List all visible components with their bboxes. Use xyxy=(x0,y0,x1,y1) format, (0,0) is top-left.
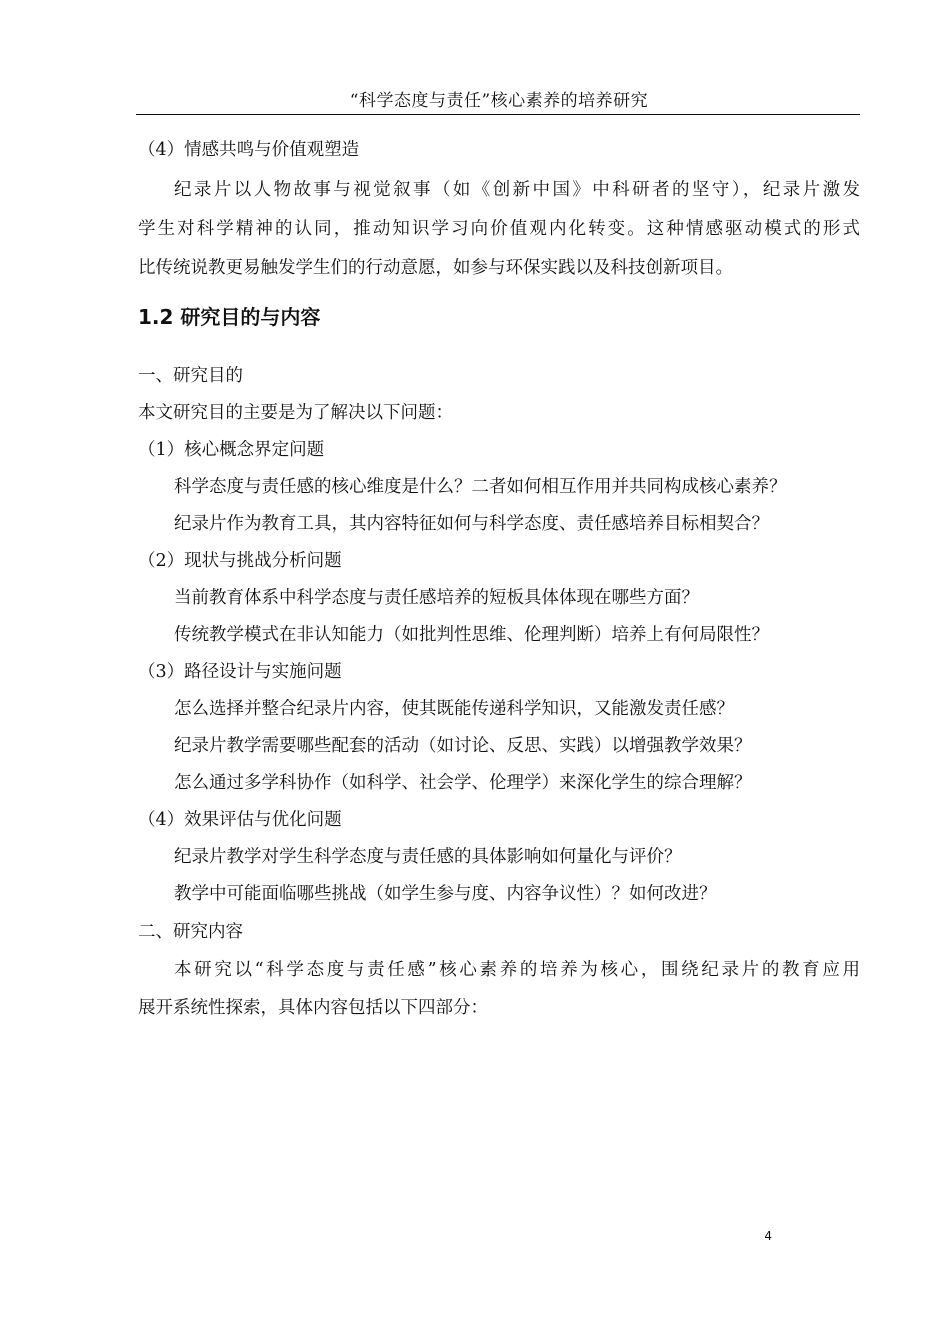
question-item: 纪录片教学需要哪些配套的活动（如讨论、反思、实践）以增强教学效果？ xyxy=(174,736,752,756)
purpose-heading: 一、研究目的 xyxy=(138,366,243,386)
running-header: “科学态度与责任”核心素养的培养研究 xyxy=(349,91,649,111)
paragraph-line: 展开系统性探索，具体内容包括以下四部分： xyxy=(138,998,488,1018)
question-item: 当前教育体系中科学态度与责任感培养的短板具体体现在哪些方面？ xyxy=(174,588,699,608)
question-item: 传统教学模式在非认知能力（如批判性思维、伦理判断）培养上有何局限性？ xyxy=(174,625,769,645)
question-item: 纪录片作为教育工具，其内容特征如何与科学态度、责任感培养目标相契合？ xyxy=(174,514,769,534)
paragraph-line: 学生对科学精神的认同，推动知识学习向价值观内化转变。这种情感驱动模式的形式 xyxy=(138,219,860,239)
question-group-title: （3）路径设计与实施问题 xyxy=(138,662,342,682)
header-rule xyxy=(136,114,860,115)
content-heading: 二、研究内容 xyxy=(138,922,243,942)
purpose-intro: 本文研究目的主要是为了解决以下问题： xyxy=(138,403,453,423)
page-number: 4 xyxy=(764,1229,772,1243)
question-group-title: （4）效果评估与优化问题 xyxy=(138,810,342,830)
subsection-heading-emotional-resonance: （4）情感共鸣与价值观塑造 xyxy=(138,140,360,160)
question-item: 纪录片教学对学生科学态度与责任感的具体影响如何量化与评价？ xyxy=(174,847,682,867)
paragraph-line: 比传统说教更易触发学生们的行动意愿，如参与环保实践以及科技创新项目。 xyxy=(138,258,733,278)
question-item: 科学态度与责任感的核心维度是什么？二者如何相互作用并共同构成核心素养？ xyxy=(174,477,787,497)
paragraph-line: 纪录片以人物故事与视觉叙事（如《创新中国》中科研者的坚守），纪录片激发 xyxy=(174,180,860,200)
question-item: 怎么通过多学科协作（如科学、社会学、伦理学）来深化学生的综合理解？ xyxy=(174,773,752,793)
question-group-title: （2）现状与挑战分析问题 xyxy=(138,551,342,571)
section-heading-1-2: 1.2 研究目的与内容 xyxy=(138,305,321,329)
question-group-title: （1）核心概念界定问题 xyxy=(138,440,325,460)
question-item: 教学中可能面临哪些挑战（如学生参与度、内容争议性）？如何改进？ xyxy=(174,884,717,904)
paragraph-line: 本研究以“科学态度与责任感”核心素养的培养为核心，围绕纪录片的教育应用 xyxy=(174,960,860,980)
question-item: 怎么选择并整合纪录片内容，使其既能传递科学知识，又能激发责任感？ xyxy=(174,699,734,719)
